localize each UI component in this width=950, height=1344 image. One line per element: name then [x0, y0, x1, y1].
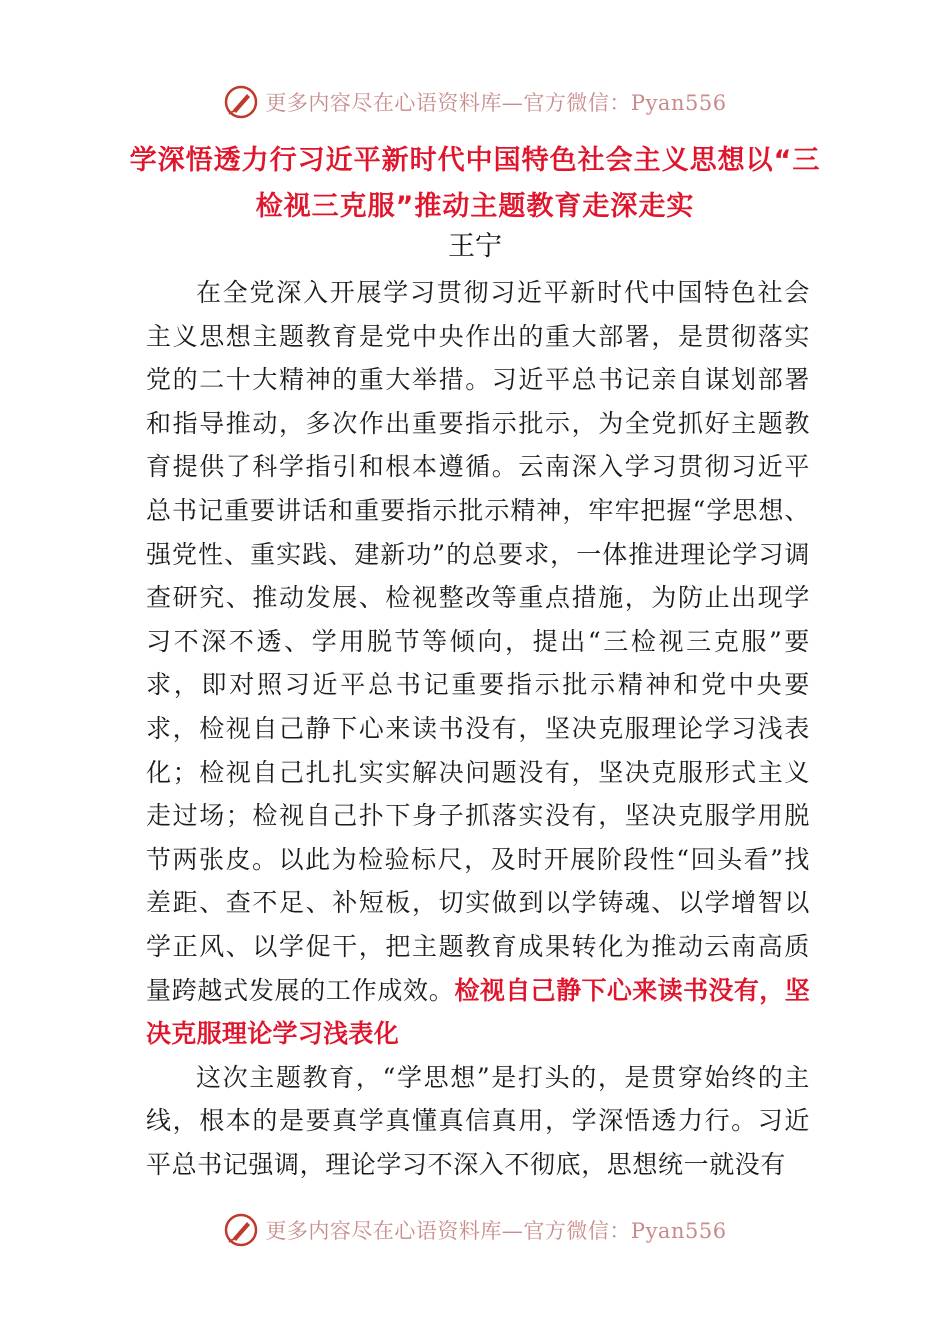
document-title: 学深悟透力行习近平新时代中国特色社会主义思想以“三检视三克服”推动主题教育走深走实 — [129, 145, 821, 222]
pen-logo-icon — [223, 84, 259, 120]
paragraph-2: 这次主题教育，“学思想”是打头的，是贯穿始终的主线，根本的是要真学真懂真信真用，学深悟透力行。习近平总书记强调，理论学习不深入不彻底，思想统一就没有 — [146, 1062, 810, 1179]
paragraph-1-text: 在全党深入开展学习贯彻习近平新时代中国特色社会主义思想主题教育是党中央作出的重大部署，是贯彻落实党的二十大精神的重大举措。习近平总书记亲自谋划部署和指导推动，多次作出重要指示批示，为全党抓好主题教育提供了科学指引和根本遵循。云南深入学习贯彻习近平总书记重要讲话和重要指示批示精神，牢牢把握“学思想、强党性、重实践、建新功”的总要求，一体推进理论学习调查研究、推动发展、检视整改等重点措施，为防止出现学习不深不透、学用脱节等倾向，提出“三检视三克服”要求，即对照习近平总书记重要指示批示精神和党中央要求，检视自己静下心来读书没有，坚决克服理论学习浅表化；检视自己扎扎实实解决问题没有，坚决克服形式主义走过场；检视自己扑下身子抓落实没有，坚决克服学用脱节两张皮。以此为检验标尺，及时开展阶段性“回头看”找差距、查不足、补短板，切实做到以学铸魂、以学增智以学正风、以学促干，把主题教育成果转化为推动云南高质量跨越式发展的工作成效。 — [146, 278, 810, 1005]
footer-watermark — [0, 1210, 950, 1250]
article-body — [146, 271, 810, 1186]
watermark-text: 更多内容尽在心语资料库—官方微信：Pyan556 — [265, 1219, 727, 1243]
paragraph-1 — [146, 271, 810, 1056]
watermark-text: 更多内容尽在心语资料库—官方微信：Pyan556 — [265, 91, 727, 115]
pen-logo-icon — [223, 1212, 259, 1248]
header-watermark — [0, 82, 950, 122]
subheading: 检视自己静下心来读书没有，坚决克服理论学习浅表化 — [146, 975, 811, 1049]
author-name: 王宁 — [448, 231, 502, 262]
